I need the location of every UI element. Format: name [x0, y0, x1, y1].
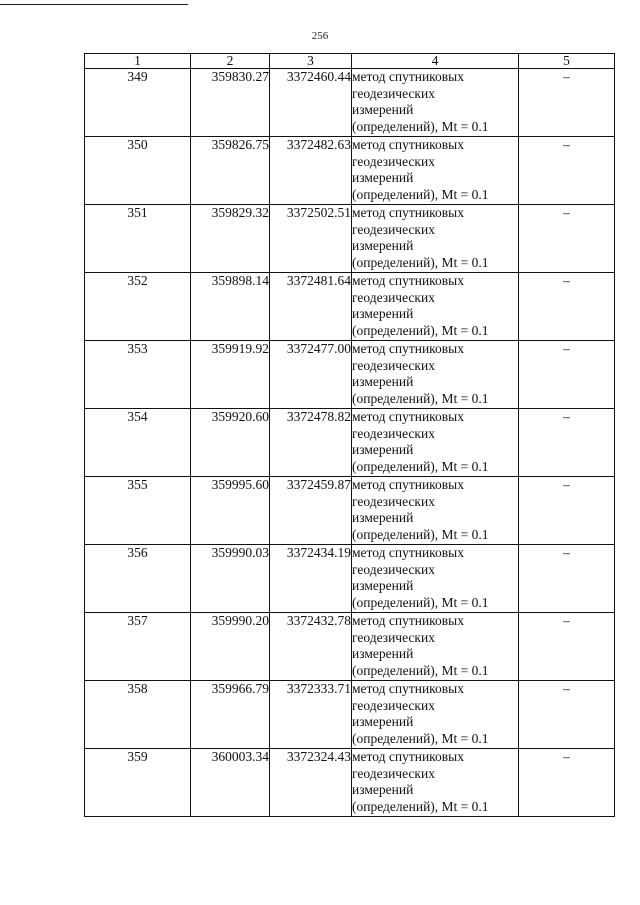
y-coordinate-cell: 3372434.19 [270, 545, 352, 613]
coordinates-table [84, 53, 615, 817]
method-text-line: (определений), Mt = 0.1 [352, 594, 489, 610]
method-text-line: метод спутниковых [352, 545, 464, 560]
x-coordinate-cell: 359826.75 [191, 137, 270, 205]
top-left-rule [0, 4, 188, 5]
method-text-line: (определений), Mt = 0.1 [352, 458, 489, 474]
method-text-line: измерений [352, 510, 414, 525]
method-text-line: геодезических [352, 697, 435, 713]
note-cell: – [519, 273, 615, 341]
y-coordinate-cell: 3372477.00 [270, 341, 352, 409]
x-coordinate-cell: 359990.03 [191, 545, 270, 613]
y-coordinate-cell: 3372324.43 [270, 749, 352, 817]
note-cell: – [519, 681, 615, 749]
method-text-line: (определений), Mt = 0.1 [352, 254, 489, 270]
y-coordinate-cell: 3372478.82 [270, 409, 352, 477]
x-coordinate-cell: 359829.32 [191, 205, 270, 273]
page-number: 256 [311, 30, 329, 42]
method-text-line: измерений [352, 782, 414, 797]
point-number-cell: 359 [85, 749, 191, 817]
method-text-line: измерений [352, 102, 414, 117]
note-cell: – [519, 205, 615, 273]
method-text-line: (определений), Mt = 0.1 [352, 186, 489, 202]
method-text-line: метод спутниковых [352, 137, 464, 152]
table-row [85, 273, 615, 341]
table-row [85, 613, 615, 681]
table-row [85, 681, 615, 749]
point-number-cell: 356 [85, 545, 191, 613]
point-number-cell: 349 [85, 69, 191, 137]
method-text-line: геодезических [352, 765, 435, 781]
point-number-cell: 354 [85, 409, 191, 477]
method-text-line: геодезических [352, 357, 435, 373]
method-text-line: измерений [352, 374, 414, 389]
method-text-line: метод спутниковых [352, 613, 464, 628]
method-cell [352, 341, 519, 409]
method-cell [352, 545, 519, 613]
y-coordinate-cell: 3372460.44 [270, 69, 352, 137]
x-coordinate-cell: 359966.79 [191, 681, 270, 749]
table-row [85, 409, 615, 477]
header-col-3: 3 [270, 54, 352, 69]
method-text-line: измерений [352, 238, 414, 253]
y-coordinate-cell: 3372502.51 [270, 205, 352, 273]
x-coordinate-cell: 359919.92 [191, 341, 270, 409]
method-cell [352, 205, 519, 273]
table-row [85, 205, 615, 273]
method-cell [352, 273, 519, 341]
method-text-line: геодезических [352, 561, 435, 577]
method-cell [352, 613, 519, 681]
method-text-line: (определений), Mt = 0.1 [352, 662, 489, 678]
method-text-line: (определений), Mt = 0.1 [352, 118, 489, 134]
table-body [85, 69, 615, 817]
method-text-line: метод спутниковых [352, 681, 464, 696]
method-text-line: метод спутниковых [352, 749, 464, 764]
note-cell: – [519, 137, 615, 205]
point-number-cell: 357 [85, 613, 191, 681]
y-coordinate-cell: 3372333.71 [270, 681, 352, 749]
point-number-cell: 352 [85, 273, 191, 341]
table-row [85, 69, 615, 137]
note-cell: – [519, 613, 615, 681]
method-text-line: метод спутниковых [352, 205, 464, 220]
note-cell: – [519, 749, 615, 817]
note-cell: – [519, 69, 615, 137]
method-text-line: метод спутниковых [352, 273, 464, 288]
point-number-cell: 350 [85, 137, 191, 205]
y-coordinate-cell: 3372432.78 [270, 613, 352, 681]
method-text-line: метод спутниковых [352, 477, 464, 492]
header-col-1: 1 [85, 54, 191, 69]
header-col-2: 2 [191, 54, 270, 69]
method-text-line: (определений), Mt = 0.1 [352, 526, 489, 542]
table-row [85, 749, 615, 817]
method-cell [352, 477, 519, 545]
method-text-line: метод спутниковых [352, 341, 464, 356]
method-text-line: геодезических [352, 629, 435, 645]
method-text-line: (определений), Mt = 0.1 [352, 322, 489, 338]
x-coordinate-cell: 359920.60 [191, 409, 270, 477]
table-header-row [85, 54, 615, 69]
method-cell [352, 681, 519, 749]
x-coordinate-cell: 359995.60 [191, 477, 270, 545]
note-cell: – [519, 477, 615, 545]
table-row [85, 341, 615, 409]
header-col-5: 5 [519, 54, 615, 69]
method-text-line: геодезических [352, 289, 435, 305]
method-text-line: измерений [352, 306, 414, 321]
y-coordinate-cell: 3372459.87 [270, 477, 352, 545]
point-number-cell: 358 [85, 681, 191, 749]
method-text-line: измерений [352, 646, 414, 661]
method-text-line: измерений [352, 442, 414, 457]
method-text-line: (определений), Mt = 0.1 [352, 798, 489, 814]
method-text-line: метод спутниковых [352, 69, 464, 84]
x-coordinate-cell: 359898.14 [191, 273, 270, 341]
table-row [85, 545, 615, 613]
table-row [85, 137, 615, 205]
header-col-4: 4 [352, 54, 519, 69]
y-coordinate-cell: 3372481.64 [270, 273, 352, 341]
method-cell [352, 137, 519, 205]
note-cell: – [519, 409, 615, 477]
method-text-line: метод спутниковых [352, 409, 464, 424]
method-text-line: геодезических [352, 425, 435, 441]
note-cell: – [519, 545, 615, 613]
y-coordinate-cell: 3372482.63 [270, 137, 352, 205]
method-text-line: геодезических [352, 153, 435, 169]
x-coordinate-cell: 359830.27 [191, 69, 270, 137]
method-text-line: (определений), Mt = 0.1 [352, 390, 489, 406]
method-text-line: геодезических [352, 85, 435, 101]
point-number-cell: 353 [85, 341, 191, 409]
method-cell [352, 749, 519, 817]
x-coordinate-cell: 359990.20 [191, 613, 270, 681]
method-text-line: измерений [352, 170, 414, 185]
method-cell [352, 409, 519, 477]
method-text-line: (определений), Mt = 0.1 [352, 730, 489, 746]
table-row [85, 477, 615, 545]
x-coordinate-cell: 360003.34 [191, 749, 270, 817]
method-text-line: геодезических [352, 221, 435, 237]
note-cell: – [519, 341, 615, 409]
method-cell [352, 69, 519, 137]
point-number-cell: 351 [85, 205, 191, 273]
method-text-line: геодезических [352, 493, 435, 509]
point-number-cell: 355 [85, 477, 191, 545]
method-text-line: измерений [352, 714, 414, 729]
method-text-line: измерений [352, 578, 414, 593]
